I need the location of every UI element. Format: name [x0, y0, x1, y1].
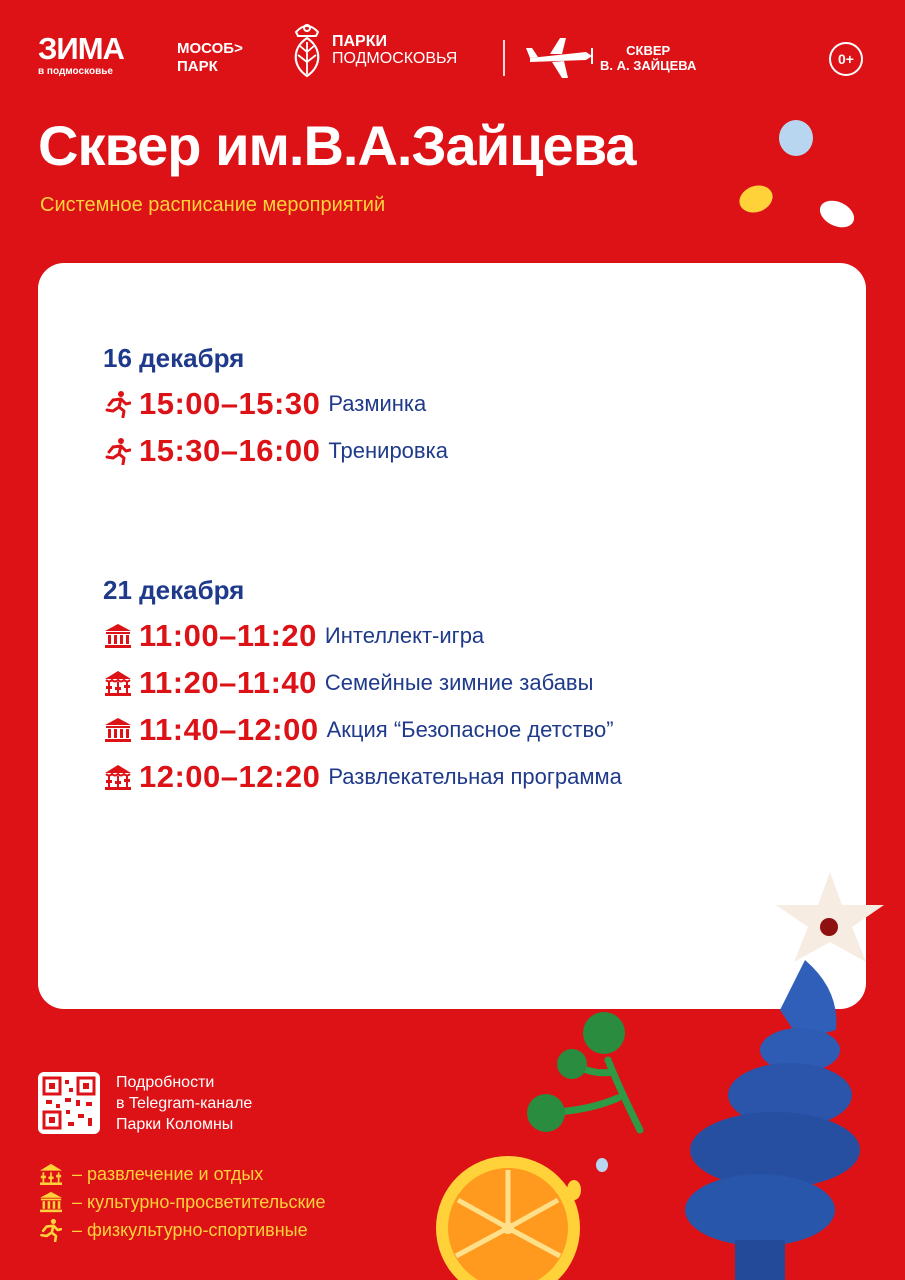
mosobpark-logo-line2: ПАРК — [177, 58, 218, 75]
legend — [38, 1160, 326, 1244]
zima-logo — [38, 31, 124, 77]
runner-icon — [103, 390, 135, 418]
event-row — [103, 612, 622, 659]
confetti-dot — [596, 1158, 608, 1172]
event-name: Тренировка — [328, 437, 448, 463]
event-time: 15:00–15:30 — [139, 385, 321, 421]
legend-text: – культурно-просветительские — [72, 1191, 326, 1212]
runner-icon — [103, 437, 135, 465]
event-row — [103, 706, 622, 753]
schedule-day — [103, 575, 622, 800]
qr-code-icon — [38, 1072, 100, 1134]
carousel-icon — [103, 669, 135, 697]
event-row — [103, 427, 448, 474]
mosobpark-logo-line1: МОСОБ> — [177, 40, 243, 57]
orange-slice-icon — [436, 1156, 580, 1280]
event-time: 11:20–11:40 — [139, 664, 317, 700]
event-row — [103, 380, 448, 427]
carousel-icon — [38, 1163, 68, 1185]
leaf-icon — [286, 22, 328, 78]
skver-logo — [526, 36, 696, 80]
confetti-dot — [567, 1180, 581, 1200]
zima-logo-text: ЗИМА — [38, 31, 124, 66]
berry-branch-icon — [527, 1012, 640, 1132]
legend-text: – развлечение и отдых — [72, 1163, 264, 1184]
skver-logo-line1: СКВЕР — [626, 43, 671, 58]
parki-logo-line1: ПАРКИ — [332, 33, 387, 50]
event-name: Семейные зимние забавы — [324, 669, 594, 695]
airplane-icon — [526, 36, 596, 80]
museum-icon — [38, 1191, 68, 1213]
schedule-card — [38, 263, 866, 1009]
event-time: 11:00–11:20 — [139, 617, 317, 653]
confetti-dot — [816, 196, 859, 233]
event-name: Развлекательная программа — [328, 763, 622, 789]
page-subtitle: Системное расписание мероприятий — [40, 194, 386, 216]
parki-logo — [286, 22, 457, 78]
zima-logo-subtext: в подмосковье — [38, 66, 113, 77]
legend-item — [38, 1188, 326, 1216]
event-time: 11:40–12:00 — [139, 711, 319, 747]
runner-icon — [38, 1218, 68, 1242]
qr-caption — [116, 1072, 252, 1135]
event-name: Акция “Безопасное детство” — [326, 716, 614, 742]
legend-item — [38, 1216, 326, 1244]
event-time: 15:30–16:00 — [139, 432, 321, 468]
carousel-icon — [103, 763, 135, 791]
day-date: 21 декабря — [103, 575, 245, 605]
age-rating-badge: 0+ — [829, 42, 863, 76]
legend-text: – физкультурно-спортивные — [72, 1219, 308, 1240]
day-date: 16 декабря — [103, 343, 245, 373]
skver-logo-line2: В. А. ЗАЙЦЕВА — [600, 58, 697, 73]
qr-caption-line2: в Telegram-канале — [116, 1095, 253, 1112]
qr-caption-line3: Парки Коломны — [116, 1116, 234, 1133]
confetti-dot — [779, 120, 813, 156]
page-title: Сквер им.В.А.Зайцева — [38, 114, 636, 177]
museum-icon — [103, 622, 135, 650]
qr-code[interactable] — [38, 1072, 100, 1134]
event-name: Разминка — [328, 390, 427, 416]
schedule-day — [103, 343, 448, 474]
event-name: Интеллект-игра — [324, 622, 485, 648]
qr-caption-line1: Подробности — [116, 1074, 215, 1091]
mosobpark-logo — [177, 40, 243, 76]
parki-logo-line2: ПОДМОСКОВЬЯ — [332, 50, 458, 67]
legend-item — [38, 1160, 326, 1188]
header-divider — [503, 40, 505, 76]
header — [0, 0, 905, 100]
confetti-dot — [736, 181, 777, 217]
museum-icon — [103, 716, 135, 744]
event-time: 12:00–12:20 — [139, 758, 321, 794]
event-row — [103, 753, 622, 800]
event-row — [103, 659, 622, 706]
